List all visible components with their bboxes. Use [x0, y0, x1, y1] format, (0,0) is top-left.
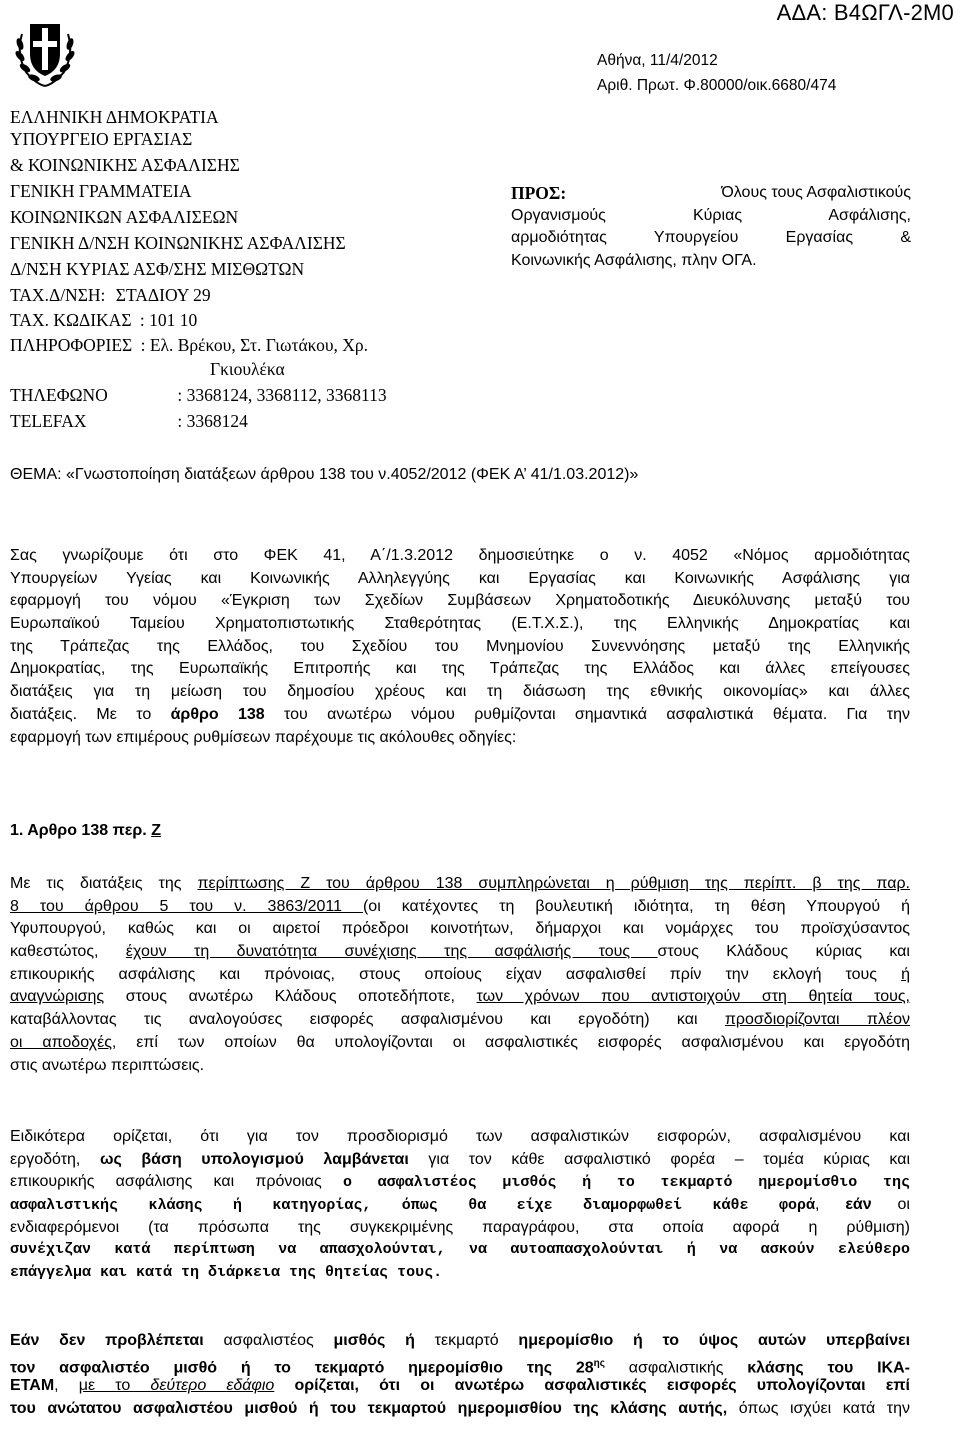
p2-bold: ο ασφαλιστέος μισθός ή το τεκμαρτό ημερομίσθιο της — [342, 1174, 911, 1192]
p3-bold: τον ασφαλιστέο μισθό ή το τεκμαρτό ημερομίσθιο της 28 — [10, 1359, 594, 1377]
p3-text: τεκμαρτό — [414, 1332, 519, 1349]
p1-text: , επί των οποίων θα υπολογίζονται οι ασφαλιστικές εισφορές ασφαλισμένου και εργοδότη — [111, 1033, 910, 1051]
phone-value: : 3368124, 3368112, 3368113 — [177, 385, 387, 405]
p3-bold: Εάν δεν προβλέπεται — [10, 1332, 204, 1349]
recipient-line-4: Κοινωνικής Ασφάλισης, πλην ΟΓΑ. — [511, 251, 757, 269]
p2-bold: ασφαλιστικής κλάσης ή κατηγορίας, όπως θα είχε διαμορφωθεί κάθε φορά — [10, 1197, 815, 1215]
ada-code: ΑΔΑ: Β4ΩΓΛ-2Μ0 — [776, 0, 954, 25]
section-1-heading-letter: Ζ — [151, 822, 161, 839]
p1-underlined: οι αποδοχές — [10, 1033, 112, 1051]
intro-paragraph — [10, 545, 910, 749]
p1-text: επικουρικής ασφάλισης και πρόνοιας, στους οποίους είχαν ασφαλισθεί πρίν την εκλογή τους — [10, 965, 902, 983]
info-value-continued: Γκιουλέκα — [210, 359, 285, 379]
p2-text: οι — [871, 1196, 910, 1214]
p1-line — [10, 896, 910, 919]
intro-line: Δημοκρατίας, της Ευρωπαϊκής Επιτροπής και της Τράπεζας της Ελλάδος και άλλες επείγουσες — [10, 660, 910, 678]
recipient-line-3: αρμοδιότητας Υπουργείου Εργασίας & — [511, 229, 911, 246]
p3-text: , — [54, 1377, 79, 1395]
p3-bold: μισθός ή — [333, 1332, 415, 1349]
intro-line: διατάξεις για τη μείωση του δημοσίου χρέους και τη διάσωση της εθνικής οικονομίας» και άλλες — [10, 683, 910, 701]
p2-text: για τον κάθε ασφαλιστικό φορέα – τομέα κύριας και — [408, 1150, 911, 1168]
header-line-3: & ΚΟΙΝΩΝΙΚΗΣ ΑΣΦΑΛΙΣΗΣ — [10, 155, 240, 175]
p1-text: στους Κλάδους κύριας και — [657, 943, 910, 961]
p3-line — [10, 1353, 910, 1376]
greek-coat-of-arms-icon — [12, 14, 78, 88]
header-line-2: ΥΠΟΥΡΓΕΙΟ ΕΡΓΑΣΙΑΣ — [10, 129, 193, 149]
p1-text: καθεστώτος, — [10, 943, 126, 961]
p2-line: συνέχιζαν κατά περίπτωση να απασχολούνται, να αυτοαπασχολούνται ή να ασκούν ελεύθερο — [10, 1241, 910, 1259]
p3-superscript: ης — [593, 1357, 605, 1369]
p2-bold: ως βάση υπολογισμού λαμβάνεται — [99, 1150, 409, 1168]
header-line-1: ΕΛΛΗΝΙΚΗ ΔΗΜΟΚΡΑΤΙΑ — [10, 107, 219, 127]
intro-line: εφαρμογή του νόμου «Έγκριση των Σχεδίων Συμβάσεων Χρηματοδοτικής Διευκόλυνσης μεταξύ του — [10, 592, 910, 610]
section-1-paragraph-1 — [10, 873, 910, 1077]
info-value: : Ελ. Βρέκου, Στ. Γιωτάκου, Χρ. — [140, 335, 369, 355]
recipient-label: ΠΡΟΣ: — [511, 183, 567, 203]
p1-text: καταβάλλοντας τις αναλογούσες εισφορές ασφαλισμένου και εργοδότη) και — [10, 1011, 725, 1029]
subject-line: ΘΕΜΑ: «Γνωστοποίηση διατάξεων άρθρου 138 του ν.4052/2012 (ΦΕΚ Α’ 41/1.03.2012)» — [10, 466, 639, 483]
p2-text: επικουρικής ασφάλισης και πρόνοιας — [10, 1173, 343, 1191]
postcode-row — [10, 309, 197, 331]
section-1-paragraph-2 — [10, 1126, 910, 1285]
recipient-line-1 — [511, 182, 911, 205]
p1-line — [10, 873, 910, 896]
phone-row — [10, 384, 387, 406]
p1-underlined: αναγνώρισης — [10, 988, 105, 1006]
intro-line: εφαρμογή των επιμέρους ρυθμίσεων παρέχουμε τις ακόλουθες οδηγίες: — [10, 728, 517, 746]
phone-label: ΤΗΛΕΦΩΝΟ — [10, 385, 108, 405]
postcode-label: ΤΑΧ. ΚΩΔΙΚΑΣ — [10, 310, 132, 330]
p1-line: Υφυπουργού, καθώς και οι αιρετοί πρόεδροι κοινοτήτων, δήμαρχοι και νομάρχες του προϊσχύσαντος — [10, 920, 910, 938]
intro-line: Σας γνωρίζουμε ότι στο ΦΕΚ 41, Α΄/1.3.2012 δημοσιεύτηκε ο ν. 4052 «Νόμος αρμοδιότητας — [10, 547, 910, 564]
p2-line — [10, 1149, 910, 1172]
p1-underlined: των χρόνων που αντιστοιχούν στη θητεία τους, — [476, 988, 911, 1006]
intro-line: της Τράπεζας της Ελλάδος, του Σχεδίου του Μνημονίου Συνεννόησης μεταξύ της Ελληνικής — [10, 637, 910, 655]
p3-bold: κλάσης του ΙΚΑ- — [747, 1359, 910, 1377]
p3-bold: ΕΤΑΜ — [10, 1377, 55, 1395]
protocol-number: Αριθ. Πρωτ. Φ.80000/οικ.6680/474 — [597, 77, 837, 94]
p2-bold: εάν — [845, 1196, 872, 1214]
address-label: ΤΑΧ.Δ/ΝΣΗ: — [10, 285, 106, 305]
info-row — [10, 334, 368, 356]
recipient-block — [511, 182, 911, 272]
p3-text: όπως ισχύει κατά την — [727, 1400, 910, 1418]
p3-bold: ημερομίσθιο ή το ύψος αυτών υπερβαίνει — [518, 1332, 911, 1349]
p3-bold: του ανώτατου ασφαλιστέου μισθού ή του τεκμαρτού ημερομισθίου της κλάσης αυτής, — [10, 1400, 728, 1418]
p3-line — [10, 1330, 910, 1353]
p1-underlined: προσδιορίζονται πλέον — [724, 1011, 911, 1029]
address-value: ΣΤΑΔΙΟΥ 29 — [115, 285, 211, 305]
header-line-5: ΚΟΙΝΩΝΙΚΩΝ ΑΣΦΑΛΙΣΕΩΝ — [10, 207, 239, 227]
p3-italic: δεύτερο εδάφιο — [150, 1377, 275, 1395]
header-line-6: ΓΕΝΙΚΗ Δ/ΝΣΗ ΚΟΙΝΩΝΙΚΗΣ ΑΣΦΑΛΙΣΗΣ — [10, 233, 346, 253]
recipient-text-1: Όλους τους Ασφαλιστικούς — [721, 184, 911, 201]
recipient-line-2: Οργανισμούς Κύριας Ασφάλισης, — [511, 206, 911, 224]
header-line-7: Δ/ΝΣΗ ΚΥΡΙΑΣ ΑΣΦ/ΣΗΣ ΜΙΣΘΩΤΩΝ — [10, 259, 305, 279]
p2-line — [10, 1171, 910, 1194]
p3-text: ασφαλιστικής — [604, 1359, 748, 1377]
p3-line — [10, 1375, 910, 1398]
fax-value: : 3368124 — [177, 411, 248, 431]
p3-line — [10, 1398, 910, 1421]
section-1-paragraph-3 — [10, 1330, 910, 1421]
p1-underlined: ή — [901, 965, 910, 983]
section-1-heading-text: 1. Αρθρο 138 περ. — [10, 822, 152, 839]
section-1-heading — [10, 822, 161, 840]
p1-text: Με τις διατάξεις της — [10, 875, 198, 892]
intro-line: Ευρωπαϊκού Ταμείου Χρηματοπιστωτικής Σταθερότητας (Ε.Τ.Χ.Σ.), της Ελληνικής Δημοκρατίας και — [10, 615, 910, 633]
intro-text: διατάξεις. Με το — [10, 705, 171, 723]
p3-underlined-italic — [150, 1377, 274, 1394]
p3-text: ασφαλιστέος — [203, 1332, 334, 1349]
p1-line — [10, 986, 910, 1009]
p1-line — [10, 964, 910, 987]
p3-bold: ορίζεται, ότι οι ανωτέρω ασφαλιστικές εισφορές υπολογίζονται επί — [274, 1377, 910, 1395]
p1-underlined: έχουν τη δυνατότητα συνέχισης της ασφάλισής τους — [125, 943, 658, 961]
fax-label: TELEFAX — [10, 411, 87, 431]
p3-underlined: με το — [78, 1377, 151, 1395]
p1-underlined: περίπτωσης Ζ του άρθρου 138 συμπληρώνεται η ρύθμιση της περίπτ. β της παρ. — [197, 875, 910, 892]
p2-text: εργοδότη, — [10, 1150, 100, 1168]
p1-line: στις ανωτέρω περιπτώσεις. — [10, 1056, 205, 1074]
address-row — [10, 284, 211, 306]
info-label: ΠΛΗΡΟΦΟΡΙΕΣ — [10, 335, 133, 355]
fax-row — [10, 410, 248, 432]
place-date: Αθήνα, 11/4/2012 — [597, 52, 718, 69]
p1-text: στους ανωτέρω Κλάδους οποτεδήποτε, — [104, 988, 477, 1006]
p2-text: , — [815, 1196, 846, 1214]
p1-line — [10, 1032, 910, 1055]
postcode-value: : 101 10 — [139, 310, 198, 330]
intro-text: του ανωτέρω νόμου ρυθμίζονται σημαντικά ασφαλιστικά θέματα. Για την — [264, 705, 910, 723]
p1-underlined: 8 του άρθρου 5 του ν. 3863/2011 — [10, 897, 363, 915]
p2-line — [10, 1194, 910, 1217]
p1-line — [10, 1009, 910, 1032]
p2-line: επάγγελμα και κατά τη διάρκεια της θητείας τους. — [10, 1264, 443, 1282]
intro-line — [10, 704, 910, 727]
p1-text: (οι κατέχοντες τη βουλευτική ιδιότητα, τη θέση Υπουργού ή — [362, 897, 910, 915]
header-line-4: ΓΕΝΙΚΗ ΓΡΑΜΜΑΤΕΙΑ — [10, 181, 192, 201]
p2-line: ενδιαφερόμενοι (τα πρόσωπα της συγκεκριμένης παραγράφου, στα οποία αφορά η ρύθμιση) — [10, 1218, 910, 1236]
article-138-bold: άρθρο 138 — [170, 705, 265, 723]
p1-line — [10, 941, 910, 964]
intro-line: Υπουργείων Υγείας και Κοινωνικής Αλληλεγγύης και Εργασίας και Κοινωνικής Ασφάλισης για — [10, 569, 910, 587]
p2-line: Ειδικότερα ορίζεται, ότι για τον προσδιορισμό των ασφαλιστικών εισφορών, ασφαλισμένου και — [10, 1128, 910, 1145]
